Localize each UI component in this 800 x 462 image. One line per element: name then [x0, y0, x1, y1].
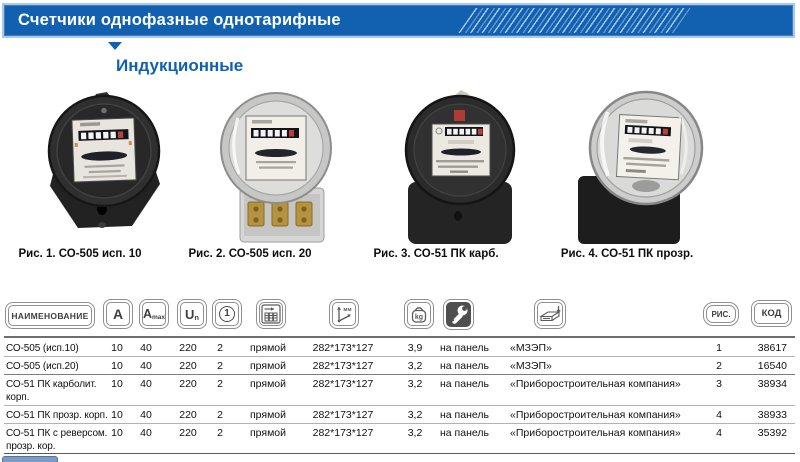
voltage-subscript: n — [194, 312, 199, 322]
cell-current: 10 — [111, 409, 123, 421]
weight-unit-label: kg — [414, 314, 424, 322]
table-header-divider — [4, 336, 795, 338]
name-column-label: НАИМЕНОВАНИЕ — [8, 305, 92, 326]
cell-name: СО-505 (исп.20) — [6, 361, 79, 372]
cell-fig: 4 — [716, 409, 722, 421]
cell-voltage: 220 — [179, 409, 197, 421]
cell-code: 35392 — [757, 427, 787, 439]
cell-weight: 3,2 — [407, 409, 423, 421]
cell-connection: прямой — [249, 360, 287, 372]
cell-dimensions: 282*173*127 — [312, 360, 374, 372]
meter-photo-co505-20 — [198, 90, 348, 247]
down-triangle-icon — [108, 42, 122, 50]
figure-caption-3: Рис. 3. СО-51 ПК карб. — [373, 248, 499, 260]
cell-voltage: 220 — [179, 360, 197, 372]
cell-voltage: 220 — [179, 342, 197, 354]
cell-voltage: 220 — [179, 378, 197, 390]
cell-accuracy_class: 2 — [217, 378, 223, 390]
next-section-edge — [2, 456, 58, 462]
cell-voltage: 220 — [179, 427, 197, 439]
cell-connection: прямой — [249, 342, 287, 354]
accuracy-class-icon — [212, 299, 242, 329]
counter-drum-glyph — [261, 304, 281, 324]
cell-code: 38933 — [757, 409, 787, 421]
cell-mounting: на панель — [440, 360, 489, 372]
weight-icon — [404, 299, 434, 329]
cell-current: 10 — [111, 378, 123, 390]
fig-column-label: РИС. — [706, 305, 736, 323]
meter-photo-co51pk-transparent — [566, 90, 716, 247]
class-number: 1 — [219, 306, 235, 322]
catalog-book-glyph — [539, 304, 561, 324]
cell-mounting: на панель — [440, 427, 489, 439]
figure-caption-4: Рис. 4. СО-51 ПК прозр. — [560, 248, 694, 260]
cell-fig: 4 — [716, 427, 722, 439]
figure-column-header — [703, 302, 739, 326]
cell-weight: 3,2 — [407, 378, 423, 390]
cell-dimensions: 282*173*127 — [312, 427, 374, 439]
max-current-subscript: max — [152, 313, 166, 321]
cell-weight: 3,9 — [407, 342, 423, 354]
cell-accuracy_class: 2 — [217, 342, 223, 354]
table-row — [4, 357, 795, 375]
cell-name: СО-505 (исп.10) — [6, 343, 79, 354]
cell-code: 38934 — [757, 378, 787, 390]
cell-weight: 3,2 — [407, 427, 423, 439]
cell-manufacturer: «Приборостроительная компания» — [510, 409, 681, 421]
code-column-header — [751, 300, 792, 327]
page-title: Счетчики однофазные однотарифные — [18, 11, 341, 29]
voltage-icon — [177, 299, 207, 329]
cell-fig: 1 — [716, 342, 722, 354]
column-header-name — [5, 302, 95, 329]
cell-current_max: 40 — [140, 342, 152, 354]
cell-fig: 3 — [716, 378, 722, 390]
cell-current: 10 — [111, 427, 123, 439]
cell-mounting: на панель — [440, 409, 489, 421]
table-row — [4, 424, 795, 454]
section-title-bar — [4, 5, 793, 36]
cell-current_max: 40 — [140, 427, 152, 439]
cell-current: 10 — [111, 342, 123, 354]
max-current-icon — [139, 299, 169, 329]
dims-unit-label: мм — [343, 307, 352, 313]
meter-photo-co51pk-carbolite — [388, 88, 538, 245]
cell-name: СО-51 ПК с реверсом. прозр. кор. — [6, 428, 108, 452]
cell-code: 38617 — [757, 342, 787, 354]
dimensions-icon — [329, 299, 359, 329]
table-row — [4, 375, 795, 406]
mounting-icon — [443, 299, 474, 330]
cell-weight: 3,2 — [407, 360, 423, 372]
current-symbol: A — [112, 306, 124, 322]
dimension-arrows-glyph — [334, 304, 354, 324]
table-row — [4, 339, 795, 357]
cell-accuracy_class: 2 — [217, 427, 223, 439]
cell-current_max: 40 — [140, 378, 152, 390]
register-type-icon — [256, 299, 286, 329]
cell-current_max: 40 — [140, 360, 152, 372]
cell-manufacturer: «МЗЭП» — [510, 360, 552, 372]
meter-photo-co505-10 — [28, 90, 178, 247]
cell-current_max: 40 — [140, 409, 152, 421]
cell-name: СО-51 ПК карболит. корп. — [6, 379, 97, 403]
cell-dimensions: 282*173*127 — [312, 342, 374, 354]
cell-dimensions: 282*173*127 — [312, 378, 374, 390]
voltage-symbol: U — [185, 306, 195, 322]
cell-manufacturer: «МЗЭП» — [510, 342, 552, 354]
weight-glyph — [409, 304, 429, 324]
figure-caption-2: Рис. 2. СО-505 исп. 20 — [188, 248, 312, 260]
cell-accuracy_class: 2 — [217, 360, 223, 372]
cell-connection: прямой — [249, 378, 287, 390]
code-column-label: КОД — [754, 303, 789, 324]
cell-dimensions: 282*173*127 — [312, 409, 374, 421]
cell-connection: прямой — [249, 409, 287, 421]
figure-caption-1: Рис. 1. СО-505 исп. 10 — [18, 248, 142, 260]
cell-connection: прямой — [249, 427, 287, 439]
table-row — [4, 406, 795, 424]
max-current-symbol: A — [142, 306, 153, 321]
cell-fig: 2 — [716, 360, 722, 372]
cell-manufacturer: «Приборостроительная компания» — [510, 378, 681, 390]
subsection-title: Индукционные — [116, 56, 244, 75]
cell-mounting: на панель — [440, 342, 489, 354]
cell-name: СО-51 ПК прозр. корп. — [6, 410, 108, 421]
cell-mounting: на панель — [440, 378, 489, 390]
cell-code: 16540 — [757, 360, 787, 372]
cell-manufacturer: «Приборостроительная компания» — [510, 427, 681, 439]
cell-current: 10 — [111, 360, 123, 372]
cell-accuracy_class: 2 — [217, 409, 223, 421]
nominal-current-icon — [103, 299, 133, 329]
diagonal-hatch-decoration — [458, 8, 691, 33]
wrench-glyph — [448, 304, 469, 325]
manufacturer-icon — [534, 299, 566, 329]
